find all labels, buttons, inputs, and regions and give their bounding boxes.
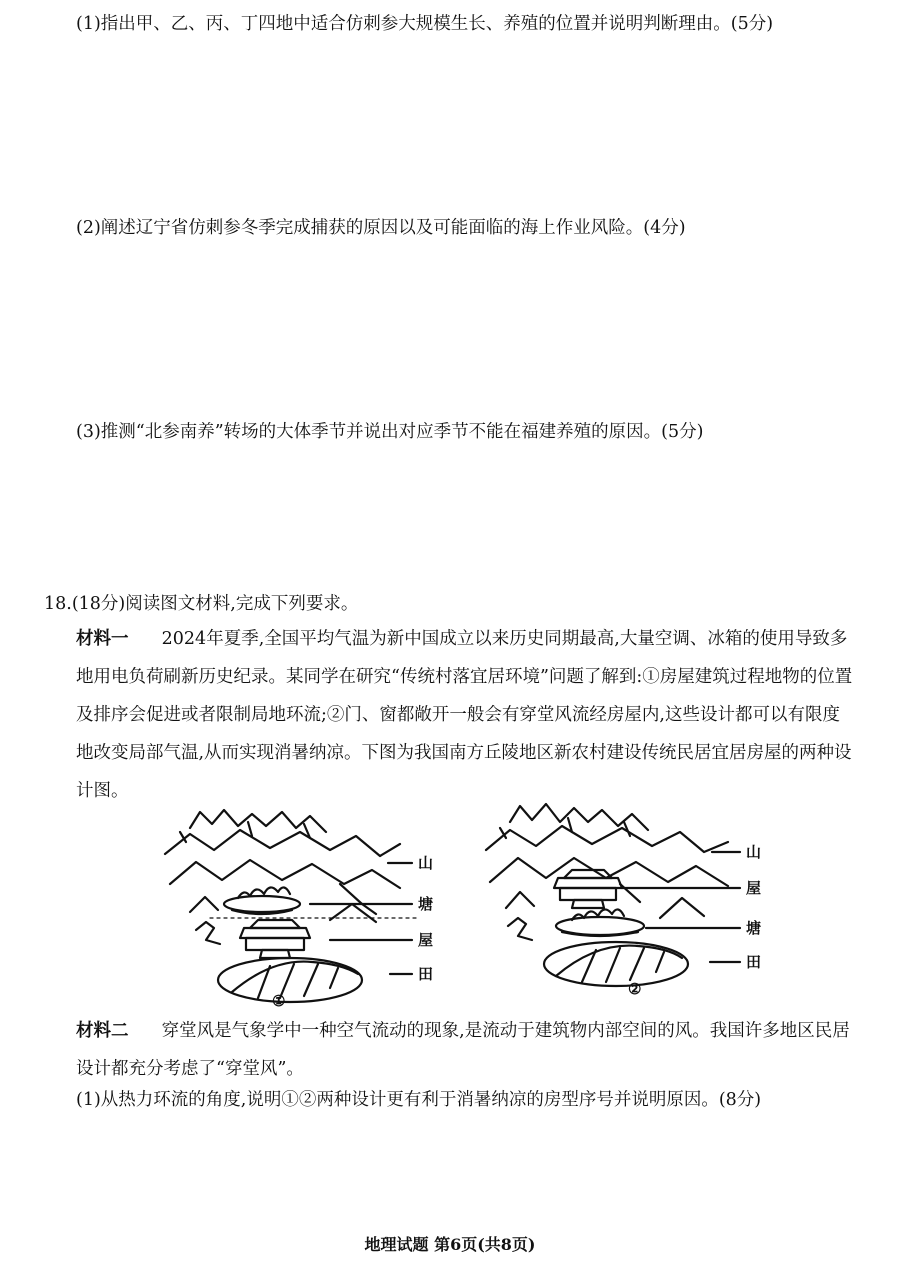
design-1-label-field: 田 <box>418 965 434 983</box>
design-figure <box>0 792 900 1012</box>
design-2-pond <box>556 909 644 936</box>
material-1 <box>76 620 856 810</box>
material-2-label: 材料二 <box>76 1021 129 1041</box>
page-footer: 地理试题 第6页(共8页) <box>364 1235 536 1254</box>
design-2-label-mountain: 山 <box>746 843 762 861</box>
design-2-label-pond: 塘 <box>746 919 762 937</box>
design-2-label-field: 田 <box>746 953 762 971</box>
design-2-caption: ② <box>628 980 642 998</box>
design-1-house <box>240 920 310 958</box>
design-1-label-house: 屋 <box>418 931 434 949</box>
material-2 <box>76 1012 856 1088</box>
question-18-1: (1)从热力环流的角度,说明①②两种设计更有利于消暑纳凉的房型序号并说明原因。(8分) <box>76 1090 762 1110</box>
design-1-label-pond: 塘 <box>418 895 434 913</box>
material-1-label: 材料一 <box>76 629 129 649</box>
material-1-text: 2024年夏季,全国平均气温为新中国成立以来历史同期最高,大量空调、冰箱的使用导致多地用电负荷刷新历史纪录。某同学在研究“传统村落宜居环境”问题了解到:①房屋建筑过程地物的位置及排序会促进或者限制局地环流;②门、窗都敞开一般会有穿堂风流经房屋内,这些设计都可以有限度地改变局部气温,从而实现消暑纳凉。下图为我国南方丘陵地区新农村建设传统民居宜居房屋的两种设计图。 <box>76 629 853 801</box>
question-17-1: (1)指出甲、乙、丙、丁四地中适合仿刺参大规模生长、养殖的位置并说明判断理由。(5分) <box>76 14 774 34</box>
design-2-field <box>544 942 688 986</box>
design-1-label-mountain: 山 <box>418 854 434 872</box>
design-1-mountains <box>165 810 400 944</box>
design-1-pond <box>210 887 420 918</box>
question-18-header: 18.(18分)阅读图文材料,完成下列要求。 <box>44 594 359 614</box>
design-1-caption: ① <box>272 992 286 1010</box>
question-17-2: (2)阐述辽宁省仿刺参冬季完成捕获的原因以及可能面临的海上作业风险。(4分) <box>76 218 686 238</box>
design-1-field <box>218 958 362 1002</box>
material-2-text: 穿堂风是气象学中一种空气流动的现象,是流动于建筑物内部空间的风。我国许多地区民居设计都充分考虑了“穿堂风”。 <box>76 1021 850 1079</box>
question-17-3: (3)推测“北参南养”转场的大体季节并说出对应季节不能在福建养殖的原因。(5分) <box>76 422 704 442</box>
design-2-label-house: 屋 <box>746 879 762 897</box>
